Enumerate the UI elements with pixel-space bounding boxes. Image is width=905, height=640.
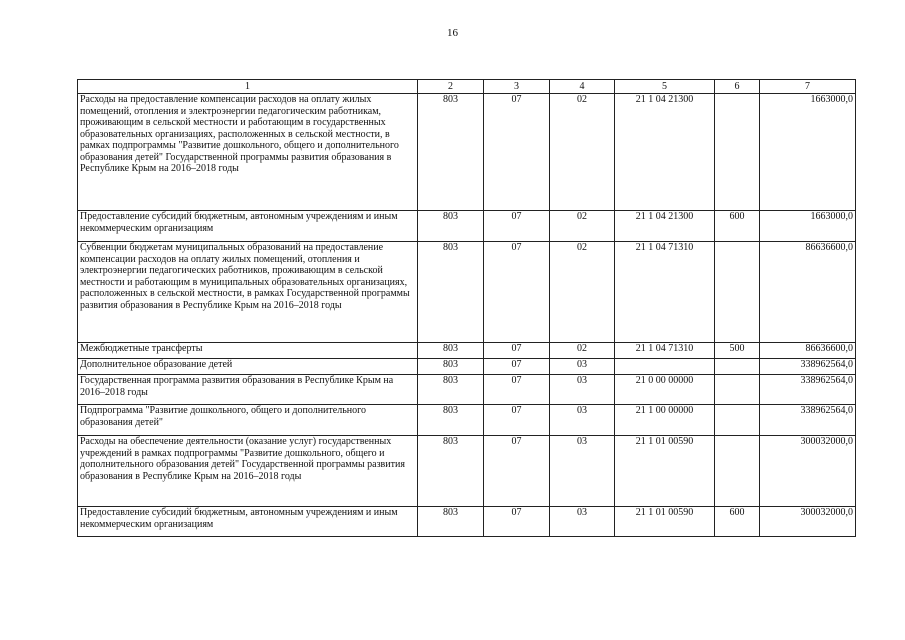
table-row (78, 211, 856, 242)
grbs-cell: 803 (418, 507, 484, 537)
subsection-cell: 02 (550, 211, 615, 242)
table-row (78, 359, 856, 375)
sum-cell: 1663000,0 (760, 211, 856, 242)
subsection-cell: 03 (550, 375, 615, 405)
section-cell: 07 (484, 211, 550, 242)
header-cell-3: 3 (484, 80, 550, 94)
sum-cell: 338962564,0 (760, 375, 856, 405)
subsection-cell: 02 (550, 94, 615, 211)
sum-cell: 1663000,0 (760, 94, 856, 211)
header-cell-6: 6 (715, 80, 760, 94)
subsection-cell: 02 (550, 242, 615, 343)
target-article-cell: 21 1 04 71310 (615, 242, 715, 343)
expense-name-cell: Государственная программа развития образования в Республике Крым на 2016–2018 годы (78, 375, 418, 405)
subsection-cell: 02 (550, 343, 615, 359)
target-article-cell: 21 1 04 71310 (615, 343, 715, 359)
expense-name-cell: Подпрограмма "Развитие дошкольного, общего и дополнительного образования детей" (78, 405, 418, 436)
expense-name-cell: Расходы на предоставление компенсации расходов на оплату жилых помещений, отопления и электроэнергии педагогическим работникам, проживающим в сельской местности и работающим в государственных образовательных организациях, расположенных в сельской местности, в рамках подпрограммы "Развитие дошкольного, общего и дополнительного образования детей" Государственной программы развития образования в Республике Крым на 2016–2018 годы (78, 94, 418, 211)
expense-name-cell: Предоставление субсидий бюджетным, автономным учреждениям и иным некоммерческим организациям (78, 507, 418, 537)
header-cell-5: 5 (615, 80, 715, 94)
grbs-cell: 803 (418, 242, 484, 343)
subsection-cell: 03 (550, 359, 615, 375)
header-cell-7: 7 (760, 80, 856, 94)
header-cell-2: 2 (418, 80, 484, 94)
target-article-cell (615, 359, 715, 375)
expense-type-cell: 500 (715, 343, 760, 359)
table-row (78, 242, 856, 343)
grbs-cell: 803 (418, 94, 484, 211)
section-cell: 07 (484, 359, 550, 375)
table-row (78, 94, 856, 211)
target-article-cell: 21 1 04 21300 (615, 94, 715, 211)
grbs-cell: 803 (418, 436, 484, 507)
subsection-cell: 03 (550, 507, 615, 537)
section-cell: 07 (484, 375, 550, 405)
page-number: 16 (447, 27, 458, 39)
sum-cell: 300032000,0 (760, 507, 856, 537)
table-row (78, 405, 856, 436)
expense-name-cell: Межбюджетные трансферты (78, 343, 418, 359)
expense-type-cell (715, 405, 760, 436)
grbs-cell: 803 (418, 405, 484, 436)
section-cell: 07 (484, 242, 550, 343)
grbs-cell: 803 (418, 211, 484, 242)
section-cell: 07 (484, 507, 550, 537)
section-cell: 07 (484, 436, 550, 507)
expense-name-cell: Расходы на обеспечение деятельности (оказание услуг) государственных учреждений в рамках подпрограммы "Развитие дошкольного, общего и дополнительного образования детей" Государственной программы развития образования в Республике Крым на 2016–2018 годы (78, 436, 418, 507)
grbs-cell: 803 (418, 359, 484, 375)
header-cell-1: 1 (78, 80, 418, 94)
grbs-cell: 803 (418, 343, 484, 359)
expense-type-cell: 600 (715, 507, 760, 537)
target-article-cell: 21 1 00 00000 (615, 405, 715, 436)
header-cell-4: 4 (550, 80, 615, 94)
target-article-cell: 21 1 04 21300 (615, 211, 715, 242)
expense-type-cell: 600 (715, 211, 760, 242)
subsection-cell: 03 (550, 405, 615, 436)
sum-cell: 338962564,0 (760, 359, 856, 375)
sum-cell: 300032000,0 (760, 436, 856, 507)
expense-name-cell: Дополнительное образование детей (78, 359, 418, 375)
target-article-cell: 21 1 01 00590 (615, 436, 715, 507)
table-row (78, 507, 856, 537)
expense-type-cell (715, 359, 760, 375)
target-article-cell: 21 0 00 00000 (615, 375, 715, 405)
expense-type-cell (715, 436, 760, 507)
target-article-cell: 21 1 01 00590 (615, 507, 715, 537)
section-cell: 07 (484, 343, 550, 359)
grbs-cell: 803 (418, 375, 484, 405)
expense-type-cell (715, 94, 760, 211)
sum-cell: 86636600,0 (760, 343, 856, 359)
sum-cell: 338962564,0 (760, 405, 856, 436)
expense-name-cell: Субвенции бюджетам муниципальных образований на предоставление компенсации расходов на оплату жилых помещений, отопления и электроэнергии педагогических работников, проживающим в сельской местности и работающим в муниципальных образовательных организациях, расположенных в сельской местности, в рамках Государственной программы развития образования в Республике Крым на 2016–2018 годы (78, 242, 418, 343)
subsection-cell: 03 (550, 436, 615, 507)
section-cell: 07 (484, 94, 550, 211)
budget-table (77, 79, 856, 537)
expense-name-cell: Предоставление субсидий бюджетным, автономным учреждениям и иным некоммерческим организациям (78, 211, 418, 242)
expense-type-cell (715, 242, 760, 343)
expense-type-cell (715, 375, 760, 405)
table-row (78, 343, 856, 359)
table-row (78, 375, 856, 405)
section-cell: 07 (484, 405, 550, 436)
sum-cell: 86636600,0 (760, 242, 856, 343)
table-row (78, 436, 856, 507)
header-row (78, 80, 856, 94)
